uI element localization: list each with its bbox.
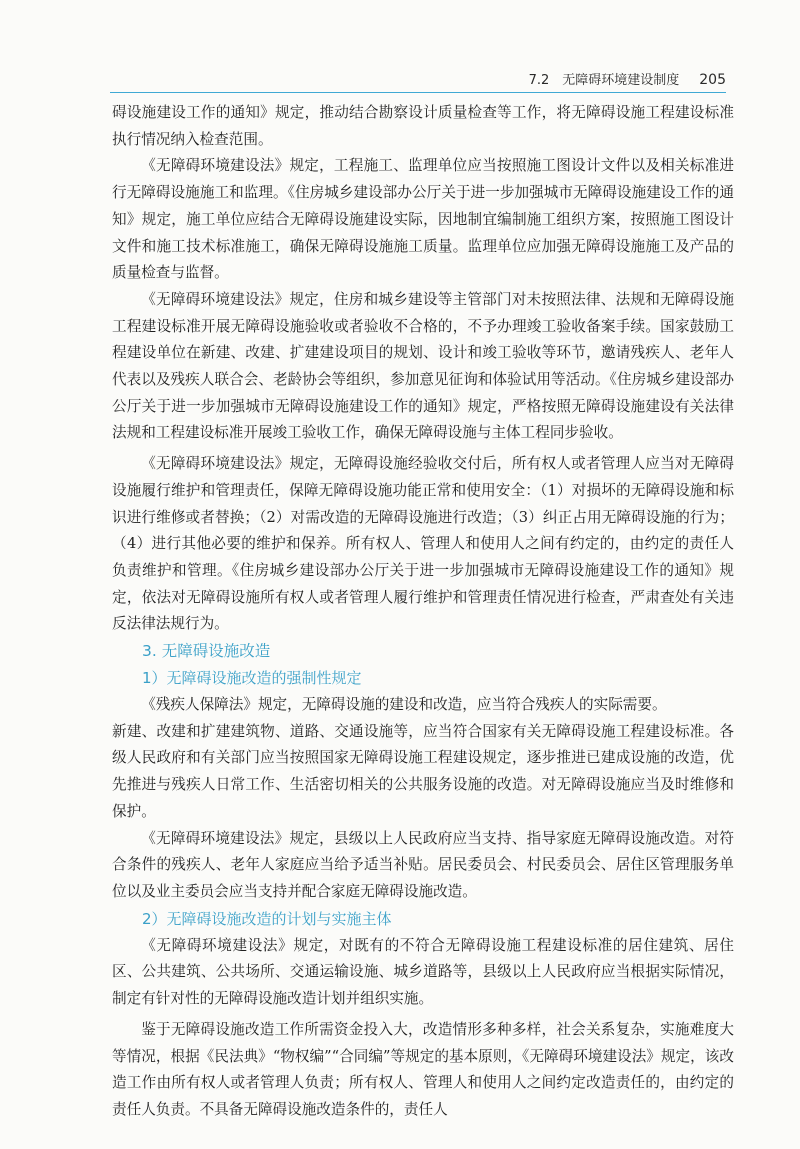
paragraph: 碍设施建设工作的通知》规定，推动结合勘察设计质量检查等工作，将无障碍设施工程建设标准执行情况纳入检查范围。 (112, 104, 734, 148)
body-text (112, 100, 734, 1124)
chapter-title: 7.2 无障碍环境建设制度 (528, 73, 680, 88)
paragraph: 《无障碍环境建设法》规定，住房和城乡建设等主管部门对未按照法律、法规和无障碍设施工程建设标准开展无障碍设施验收或者验收不合格的，不予办理竣工验收备案手续。国家鼓励工程建设单位在新建、改建、扩建建设项目的规划、设计和竣工验收等环节，邀请残疾人、老年人代表以及残疾人联合会、老龄协会等组织，参加意见征询和体验试用等活动。《住房城乡建设部办公厅关于进一步加强城市无障碍设施建设工作的通知》规定，严格按照无障碍设施建设有关法律法规和工程建设标准开展竣工验收工作，确保无障碍设施与主体工程同步验收。 (112, 290, 734, 442)
paragraph: 新建、改建和扩建建筑物、道路、交通设施等，应当符合国家有关无障碍设施工程建设标准。各级人民政府和有关部门应当按照国家无障碍设施工程建设规定，逐步推进已建成设施的改造，优先推进与残疾人日常工作、生活密切相关的公共服务设施的改造。对无障碍设施应当及时维修和保护。 (112, 722, 734, 820)
section-heading: 3. 无障碍设施改造 (142, 642, 271, 661)
paragraph: 《无障碍环境建设法》规定，县级以上人民政府应当支持、指导家庭无障碍设施改造。对符合条件的残疾人、老年人家庭应当给予适当补贴。居民委员会、村民委员会、居住区管理服务单位以及业主委员会应当支持并配合家庭无障碍设施改造。 (112, 829, 734, 900)
paragraph: 《无障碍环境建设法》规定，无障碍设施经验收交付后，所有权人或者管理人应当对无障碍设施履行维护和管理责任，保障无障碍设施功能正常和使用安全：（1）对损坏的无障碍设施和标识进行维修或者替换；（2）对需改造的无障碍设施进行改造；（3）纠正占用无障碍设施的行为；（4）进行其他必要的维护和保养。所有权人、管理人和使用人之间有约定的，由约定的责任人负责维护和管理。《住房城乡建设部办公厅关于进一步加强城市无障碍设施建设工作的通知》规定，依法对无障碍设施所有权人或者管理人履行维护和管理责任情况进行检查，严肃查处有关违反法律法规行为。 (112, 455, 734, 633)
page-number: 205 (699, 72, 726, 88)
paragraph: 鉴于无障碍设施改造工作所需资金投入大，改造情形多种多样，社会关系复杂，实施难度大等情况，根据《民法典》“物权编”“合同编”等规定的基本原则，《无障碍环境建设法》规定，该改造工作由所有权人或者管理人负责；所有权人、管理人和使用人之间约定改造责任的，由约定的责任人负责。不具备无障碍设施改造条件的，责任人 (112, 1020, 734, 1118)
paragraph: 《无障碍环境建设法》规定，对既有的不符合无障碍设施工程建设标准的居住建筑、居住区、公共建筑、公共场所、交通运输设施、城乡道路等，县级以上人民政府应当根据实际情况，制定有针对性的无障碍设施改造计划并组织实施。 (112, 936, 734, 1008)
subsection-heading: 2）无障碍设施改造的计划与实施主体 (142, 909, 392, 928)
paragraph: 《无障碍环境建设法》规定，工程施工、监理单位应当按照施工图设计文件以及相关标准进行无障碍设施施工和监理。《住房城乡建设部办公厅关于进一步加强城市无障碍设施建设工作的通知》规定，施工单位应结合无障碍设施建设实际，因地制宜编制施工组织方案，按照施工图设计文件和施工技术标准施工，确保无障碍设施施工质量。监理单位应加强无障碍设施施工及产品的质量检查与监督。 (112, 157, 734, 282)
paragraph: 《残疾人保障法》规定，无障碍设施的建设和改造，应当符合残疾人的实际需要。 (141, 696, 667, 714)
running-header (110, 64, 726, 93)
subsection-heading: 1）无障碍设施改造的强制性规定 (142, 669, 362, 688)
